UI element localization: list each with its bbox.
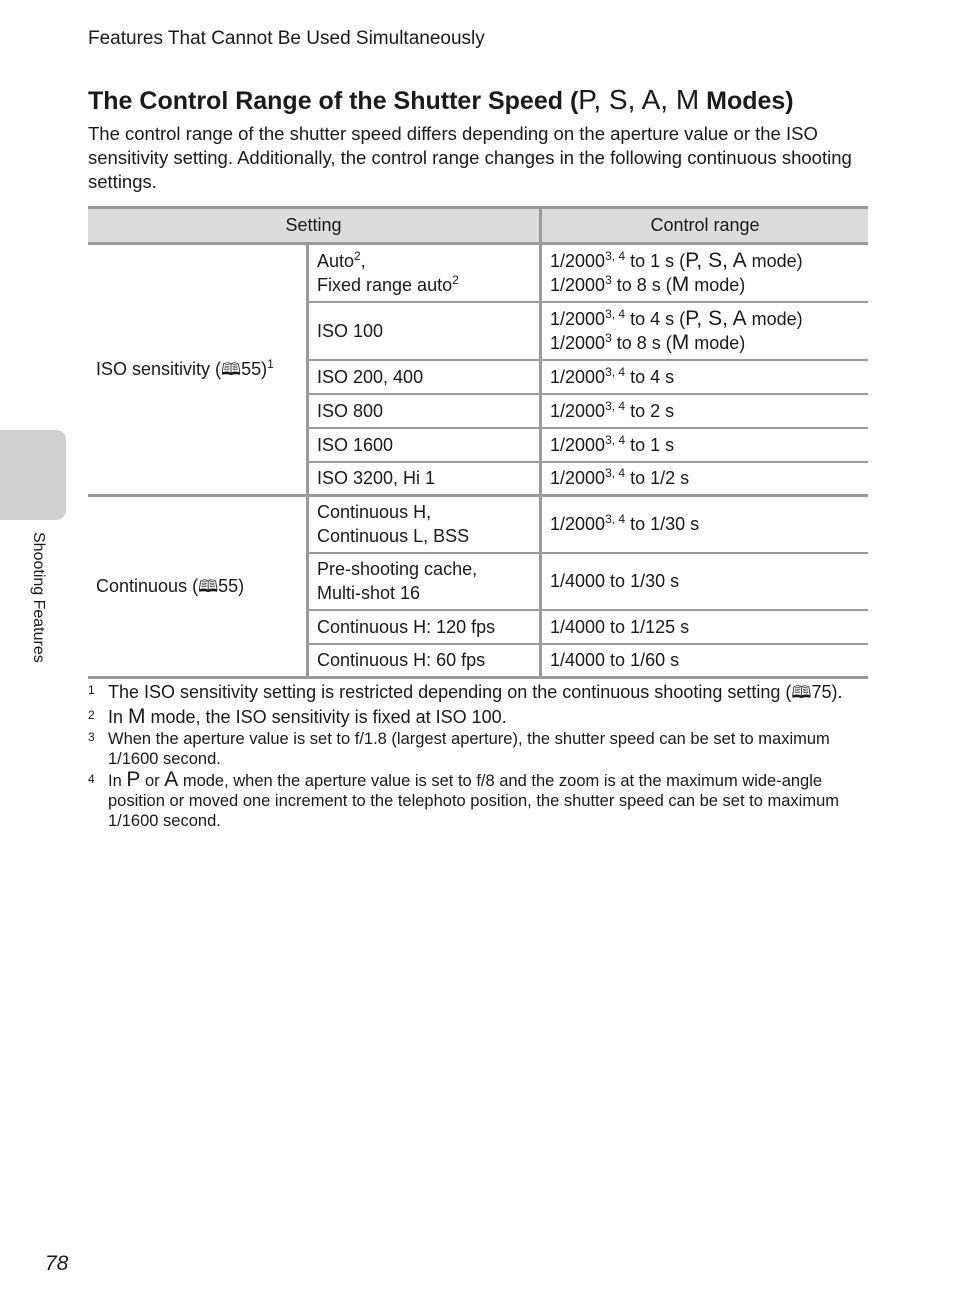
setting-value: Auto$^2$, Fixed range auto$^2$ [308, 244, 541, 302]
section-tab [0, 430, 66, 520]
header-setting: Setting [88, 208, 541, 244]
footnotes [88, 680, 878, 833]
mode-glyph: M [671, 330, 690, 354]
setting-value: Continuous H: 60 fps [308, 644, 541, 678]
setting-value: ISO 200, 400 [308, 360, 541, 394]
control-range-value: 1/2000$^{3, 4}$ to 1 s (P, S, A mode) 1/2000$^3$ to 8 s (M mode) [541, 244, 869, 302]
control-range-value: 1/4000 to 1/30 s [541, 553, 869, 610]
running-header: Features That Cannot Be Used Simultaneously [88, 28, 485, 49]
intro-paragraph: The control range of the shutter speed differs depending on the aperture value or the ISO sensitivity setting. Additionally, the control range changes in the following continuous shooting settings. [88, 123, 852, 192]
mode-glyph: P [126, 768, 141, 791]
control-range-value: 1/2000$^{3, 4}$ to 1/2 s [541, 462, 869, 496]
shutter-speed-table [88, 206, 868, 679]
title-text: The Control Range of the Shutter Speed ( [88, 87, 579, 115]
table-row [88, 496, 868, 553]
footnote-1: 1 The ISO sensitivity setting is restricted depending on the continuous shooting setting (🕮75). [88, 682, 843, 702]
iso-sensitivity-label: ISO sensitivity (🕮55)$^1$ [88, 244, 308, 496]
footnote-4: 4 In P or A mode, when the aperture value is set to f/8 and the zoom is at the maximum wide-angle position or moved one increment to the telephoto position, the shutter speed can be set to maximum 1/1600 second. [88, 768, 840, 830]
control-range-value: 1/4000 to 1/125 s [541, 610, 869, 644]
control-range-value: 1/2000$^{3, 4}$ to 1 s [541, 428, 869, 462]
control-range-value: 1/2000$^{3, 4}$ to 1/30 s [541, 496, 869, 553]
page-number: 78 [45, 1252, 69, 1275]
header-control-range: Control range [541, 208, 869, 244]
setting-value: Pre-shooting cache, Multi-shot 16 [308, 553, 541, 610]
footnote-2: 2 In M mode, the ISO sensitivity is fixed at ISO 100. [88, 705, 507, 728]
control-range-value: 1/2000$^{3, 4}$ to 4 s [541, 360, 869, 394]
setting-value: ISO 100 [308, 302, 541, 360]
table-header-row [88, 208, 868, 244]
setting-value: ISO 800 [308, 394, 541, 428]
control-range-value: 1/4000 to 1/60 s [541, 644, 869, 678]
table-row [88, 244, 868, 302]
continuous-label: Continuous (🕮55) [88, 496, 308, 678]
mode-glyph: M [128, 705, 146, 728]
book-icon: 🕮 [791, 683, 812, 702]
setting-value: ISO 3200, Hi 1 [308, 462, 541, 496]
book-icon: 🕮 [221, 360, 242, 379]
mode-glyphs: P, S, A [685, 306, 747, 330]
footnote-3: 3 When the aperture value is set to f/1.8 (largest aperture), the shutter speed can be set to maximum 1/1600 second. [88, 730, 830, 768]
control-range-value: 1/2000$^{3, 4}$ to 2 s [541, 394, 869, 428]
section-tab-label: Shooting Features [30, 532, 47, 663]
setting-value: ISO 1600 [308, 428, 541, 462]
control-range-value: 1/2000$^{3, 4}$ to 4 s (P, S, A mode) 1/2000$^3$ to 8 s (M mode) [541, 302, 869, 360]
mode-glyph: A [164, 768, 179, 791]
mode-glyphs: P, S, A [685, 248, 747, 272]
setting-value: Continuous H: 120 fps [308, 610, 541, 644]
title-suffix: Modes) [699, 87, 794, 115]
title-mode-glyphs: P, S, A, M [578, 84, 700, 115]
page-title [88, 84, 794, 116]
mode-glyph: M [671, 272, 690, 296]
book-icon: 🕮 [198, 577, 219, 596]
setting-value: Continuous H, Continuous L, BSS [308, 496, 541, 553]
